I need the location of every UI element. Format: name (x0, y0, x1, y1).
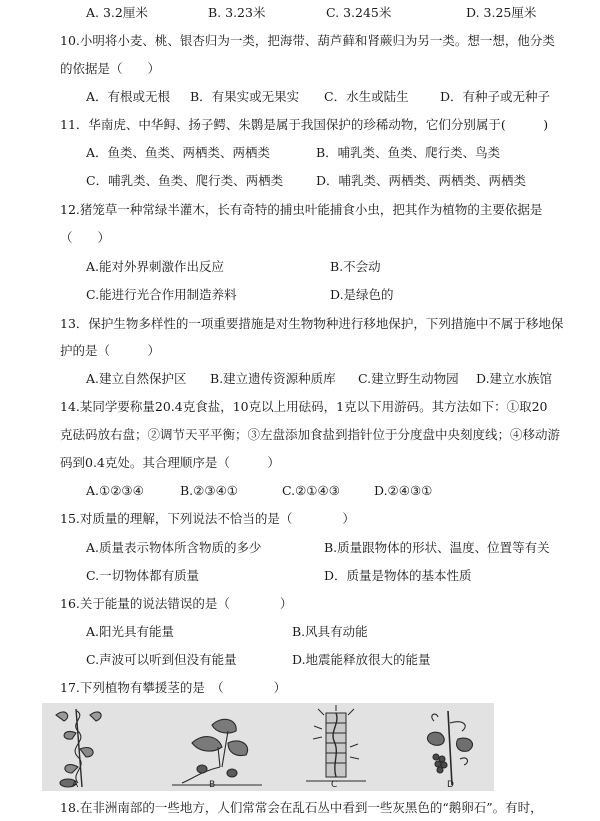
q9-option-c: C. 3.245米 (326, 5, 392, 20)
q17-stem-text: 17.下列植物有攀援茎的是 （ ） (60, 680, 287, 695)
q16-options-row-2 (0, 649, 600, 671)
q12-stem-line-2 (0, 227, 600, 249)
q9-options-row (0, 2, 600, 24)
q16-option-a: A.阳光具有能量 (86, 624, 175, 639)
q10-option-a: A．有根或无根 (86, 89, 171, 104)
q16-options-row-1 (0, 621, 600, 643)
q13-stem-text: 护的是（ ） (60, 343, 161, 358)
plant-a-drawing (56, 709, 101, 787)
q13-option-b: B.建立遗传资源种质库 (210, 371, 336, 386)
q14-stem-line-3 (0, 452, 600, 474)
plant-b-drawing (172, 719, 262, 785)
q16-option-d: D.地震能释放很大的能量 (292, 652, 431, 667)
q15-option-c: C.一切物体都有质量 (86, 568, 200, 583)
q13-stem-text: 13．保护生物多样性的一项重要措施是对生物物种进行移地保护，下列措施中不属于移地保 (60, 316, 564, 331)
q11-option-b: B．哺乳类、鱼类、爬行类、鸟类 (316, 145, 501, 160)
q15-option-a: A.质量表示物体所含物质的多少 (86, 540, 262, 555)
q14-option-b: B.②③④① (180, 483, 238, 498)
q11-option-c: C．哺乳类、鱼类、爬行类、两栖类 (86, 173, 284, 188)
q13-option-d: D.建立水族馆 (476, 371, 553, 386)
q16-stem-line-1 (0, 593, 600, 615)
q14-stem-text: 克砝码放右盘；②调节天平平衡；③左盘添加食盐到指针位于分度盘中央刻度线；④移动游 (60, 427, 561, 442)
q18-stem-line-1 (0, 797, 600, 819)
q13-options-row (0, 368, 600, 390)
q12-option-a: A.能对外界刺激作出反应 (86, 259, 225, 274)
q17-figure-label-b: B (209, 780, 216, 790)
q11-option-d: D．哺乳类、两栖类、两栖类、两栖类 (316, 173, 527, 188)
q13-option-c: C.建立野生动物园 (358, 371, 459, 386)
q10-options-row (0, 86, 600, 108)
q16-stem-text: 16.关于能量的说法错误的是（ ） (60, 596, 293, 611)
q14-option-d: D.②④③① (374, 483, 433, 498)
q14-option-a: A.①②③④ (86, 483, 144, 498)
q11-stem-text: 11．华南虎、中华鲟、扬子鳄、朱鹮是属于我国保护的珍稀动物，它们分别属于( ) (60, 117, 549, 132)
q17-figure-label-a: A (72, 780, 79, 790)
q13-option-a: A.建立自然保护区 (86, 371, 187, 386)
q14-stem-line-1 (0, 396, 600, 418)
q10-stem-line-2 (0, 58, 600, 80)
q12-option-b: B.不会动 (330, 259, 381, 274)
q12-stem-text: （ ） (60, 230, 111, 245)
q16-option-b: B.风具有动能 (292, 624, 368, 639)
q15-options-row-2 (0, 565, 600, 587)
q16-option-c: C.声波可以听到但没有能量 (86, 652, 237, 667)
q13-stem-line-2 (0, 340, 600, 362)
q17-plant-figure (42, 703, 494, 791)
plant-d-drawing (427, 711, 472, 785)
q10-stem-line-1 (0, 30, 600, 52)
q15-options-row-1 (0, 537, 600, 559)
q14-options-row (0, 480, 600, 502)
q11-options-row-2 (0, 170, 600, 192)
q10-option-d: D．有种子或无种子 (440, 89, 551, 104)
q15-stem-text: 15.对质量的理解，下列说法不恰当的是（ ） (60, 511, 355, 526)
q14-stem-line-2 (0, 424, 600, 446)
q9-option-b: B. 3.23米 (208, 5, 266, 20)
q10-stem-text: 10.小明将小麦、桃、银杏归为一类，把海带、葫芦藓和肾蕨归为另一类。想一想，他分类 (60, 33, 555, 48)
q11-stem-line-1 (0, 114, 600, 136)
q14-stem-text: 码到0.4克处。其合理顺序是（ ） (60, 455, 280, 470)
q12-stem-text: 12.猪笼草一种常绿半灌木，长有奇特的捕虫叶能捕食小虫，把其作为植物的主要依据是 (60, 202, 543, 217)
q12-option-c: C.能进行光合作用制造养料 (86, 287, 237, 302)
q11-options-row-1 (0, 142, 600, 164)
q14-stem-text: 14.某同学要称量20.4克食盐，10克以上用砝码，1克以下用游码。其方法如下：①取20 (60, 399, 548, 414)
q12-stem-line-1 (0, 199, 600, 221)
q15-option-b: B.质量跟物体的形状、温度、位置等有关 (324, 540, 550, 555)
q10-stem-text: 的依据是（ ） (60, 61, 161, 76)
q17-figure-label-d: D (447, 780, 454, 790)
q14-option-c: C.②①④③ (282, 483, 340, 498)
q11-option-a: A．鱼类、鱼类、两栖类、两栖类 (86, 145, 271, 160)
plant-c-drawing (306, 705, 366, 781)
q9-option-a: A. 3.2厘米 (86, 5, 148, 20)
q12-options-row-2 (0, 284, 600, 306)
q13-stem-line-1 (0, 313, 600, 335)
q12-option-d: D.是绿色的 (330, 287, 394, 302)
q9-option-d: D. 3.25厘米 (466, 5, 537, 20)
q17-figure-label-c: C (331, 780, 338, 790)
q15-stem-line-1 (0, 508, 600, 530)
q17-plant-drawings (42, 703, 494, 791)
q18-stem-text: 18.在非洲南部的一些地方，人们常常会在乱石丛中看到一些灰黑色的“鹅卵石”。有时， (60, 800, 543, 815)
q17-stem-line-1 (0, 677, 600, 699)
q10-option-b: B．有果实或无果实 (190, 89, 300, 104)
q15-option-d: D．质量是物体的基本性质 (324, 568, 472, 583)
q12-options-row-1 (0, 256, 600, 278)
q10-option-c: C．水生或陆生 (324, 89, 409, 104)
